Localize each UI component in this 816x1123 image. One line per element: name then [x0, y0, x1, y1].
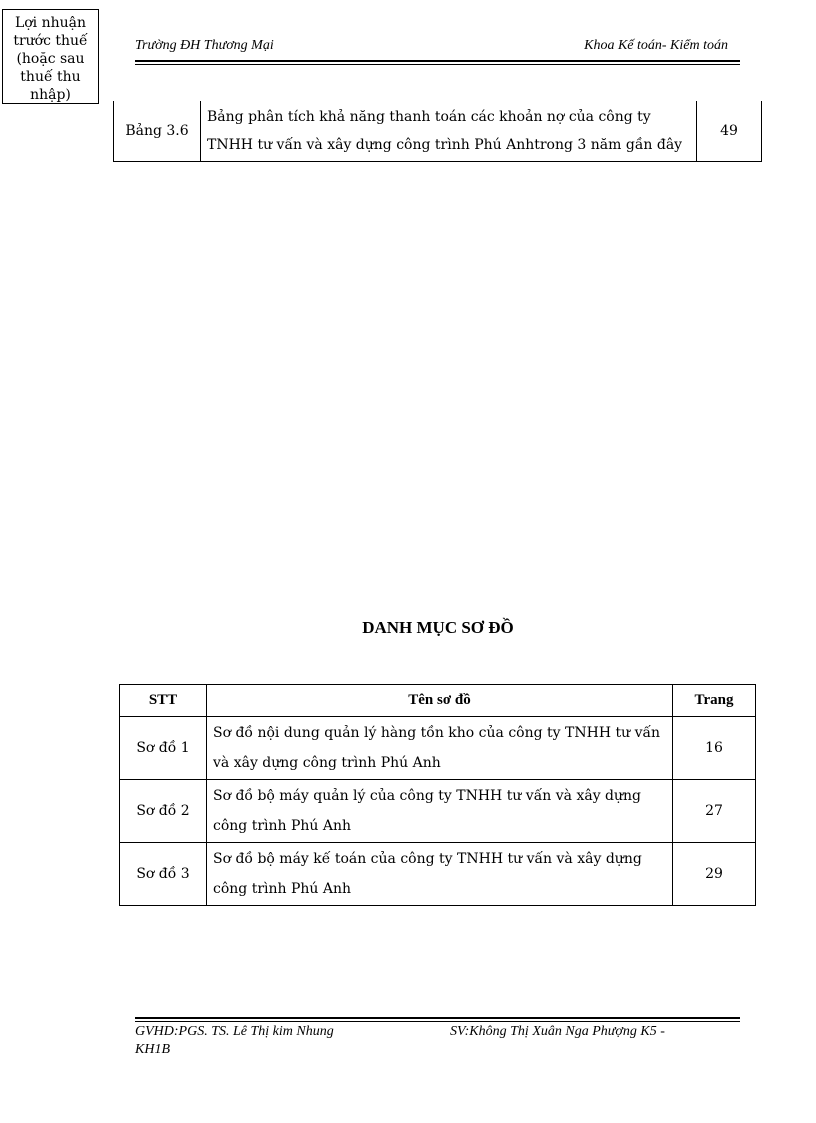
table-title-cell [201, 101, 697, 162]
diagram-name-cell [207, 843, 673, 906]
diagram-stt-cell: Sơ đồ 1 [120, 717, 207, 780]
diagram-page-cell: 16 [673, 717, 756, 780]
corner-line: trước thuế [13, 33, 88, 49]
header-page: Trang [673, 685, 756, 717]
diagram-name-line: Sơ đồ bộ máy kế toán của công ty TNHH tư vấn và xây dựng [213, 851, 642, 867]
diagram-page-cell: 27 [673, 780, 756, 843]
corner-line: nhập) [30, 87, 71, 103]
corner-text-box [2, 9, 99, 104]
diagram-list-table [119, 684, 756, 906]
table-title-line: Bảng phân tích khả năng thanh toán các khoản nợ của công ty [207, 109, 651, 125]
corner-line: thuế thu [20, 69, 81, 85]
header-rule-thick [135, 60, 740, 62]
diagram-name-line: và xây dựng công trình Phú Anh [213, 755, 441, 771]
header-faculty: Khoa Kế toán- Kiểm toán [584, 38, 728, 53]
table-header-row [120, 685, 756, 717]
header-stt: STT [120, 685, 207, 717]
footer-student: SV:Không Thị Xuân Nga Phượng K5 - [450, 1024, 665, 1039]
diagram-name-line: công trình Phú Anh [213, 818, 352, 834]
diagram-page-cell: 29 [673, 843, 756, 906]
table-row [120, 717, 756, 780]
footer-class: KH1B [135, 1042, 170, 1057]
footer-advisor: GVHD:PGS. TS. Lê Thị kim Nhung [135, 1024, 334, 1039]
corner-line: (hoặc sau [16, 51, 85, 67]
header-name: Tên sơ đồ [207, 685, 673, 717]
diagram-name-line: Sơ đồ nội dung quản lý hàng tồn kho của công ty TNHH tư vấn [213, 725, 661, 741]
table-row [120, 843, 756, 906]
header-school: Trường ĐH Thương Mại [135, 38, 274, 53]
table-list-continuation [113, 101, 762, 162]
diagram-name-line: công trình Phú Anh [213, 881, 352, 897]
diagram-name-line: Sơ đồ bộ máy quản lý của công ty TNHH tư vấn và xây dựng [213, 788, 642, 804]
diagram-stt-cell: Sơ đồ 2 [120, 780, 207, 843]
diagram-name-cell [207, 780, 673, 843]
diagram-stt-cell: Sơ đồ 3 [120, 843, 207, 906]
section-title: DANH MỤC SƠ ĐỒ [362, 618, 514, 637]
header-rule-thin [135, 64, 740, 65]
table-row [120, 780, 756, 843]
page-footer [135, 1023, 740, 1059]
footer-rule-thick [135, 1017, 740, 1019]
table-page-cell: 49 [697, 101, 762, 162]
corner-line: Lợi nhuận [14, 15, 87, 31]
page-header [135, 36, 740, 62]
diagram-name-cell [207, 717, 673, 780]
table-title-line: TNHH tư vấn và xây dựng công trình Phú Anhtrong 3 năm gần đây [207, 137, 683, 153]
footer-rule-thin [135, 1021, 740, 1022]
table-row [114, 101, 762, 162]
table-label-cell: Bảng 3.6 [114, 101, 201, 162]
